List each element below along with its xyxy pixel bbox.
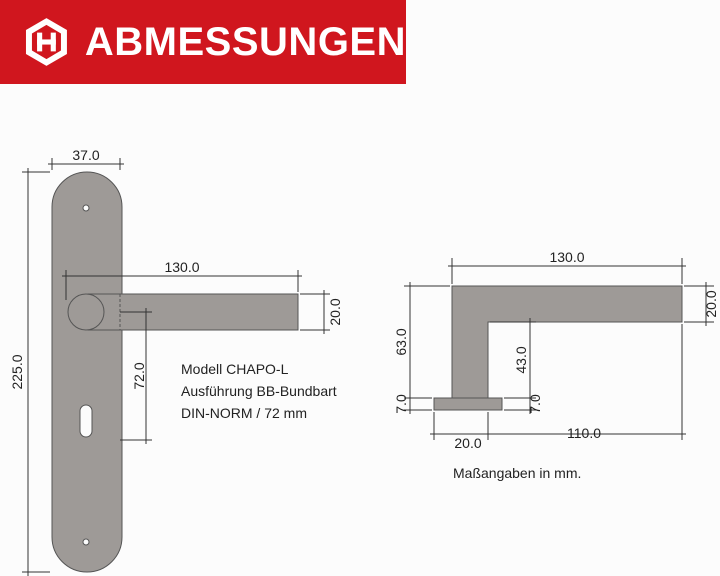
rose-circle — [68, 294, 104, 330]
info-version: Ausführung BB-Bundbart — [181, 383, 337, 399]
dim-plate-width: 37.0 — [72, 147, 100, 163]
lever-side — [452, 286, 682, 398]
rose-side — [434, 398, 502, 410]
screw-hole-bottom — [83, 539, 89, 545]
dim-lever-length-side: 130.0 — [549, 249, 585, 265]
screw-hole-top — [83, 205, 89, 211]
dim-lever-height-front: 20.0 — [327, 298, 343, 326]
unit-note: Maßangaben in mm. — [453, 465, 582, 481]
info-norm: DIN-NORM / 72 mm — [181, 405, 307, 421]
back-plate — [52, 172, 122, 572]
dim-plate-height: 225.0 — [9, 354, 25, 390]
info-model: Modell CHAPO-L — [181, 361, 289, 377]
page-title: ABMESSUNGEN — [84, 19, 406, 64]
dim-rose-right-thickness: 7.0 — [527, 394, 543, 414]
dim-lever-thickness-side: 20.0 — [703, 290, 719, 318]
dim-lever-length-front: 130.0 — [164, 259, 200, 275]
dim-projection: 110.0 — [567, 425, 601, 441]
dim-total-height: 63.0 — [393, 328, 409, 356]
dim-rose-to-lever: 43.0 — [513, 346, 529, 374]
dim-distance: 72.0 — [131, 362, 147, 390]
keyhole — [80, 405, 92, 437]
dim-rose-left-thickness: 7.0 — [393, 394, 409, 414]
dim-rose-width: 20.0 — [454, 435, 482, 451]
